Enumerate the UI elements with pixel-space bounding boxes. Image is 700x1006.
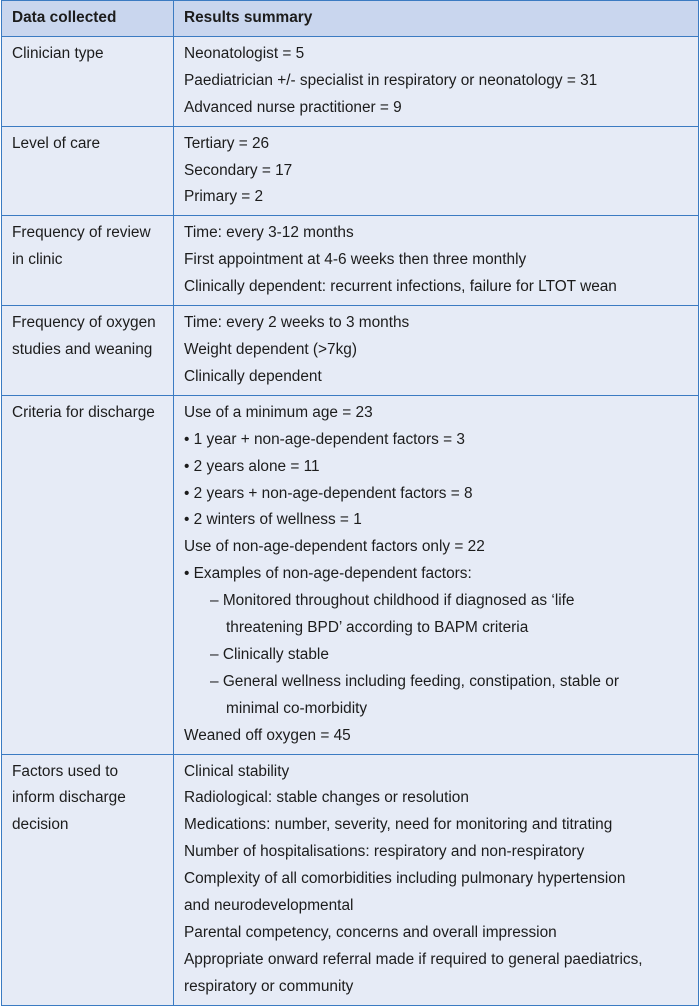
row-label-line: Clinician type (12, 44, 104, 62)
result-item: Radiological: stable changes or resolution (184, 789, 469, 807)
result-item: Clinical stability (184, 762, 290, 780)
result-item: respiratory or community (184, 977, 354, 995)
result-item: – General wellness including feeding, constipation, stable or (210, 672, 619, 690)
row-label-line: decision (12, 816, 69, 834)
data-collected-cell (2, 216, 174, 306)
result-item: Parental competency, concerns and overall impression (184, 924, 557, 941)
result-item: threatening BPD’ according to BAPM criteria (226, 619, 529, 637)
result-item: – Clinically stable (210, 645, 329, 663)
results-table (1, 0, 699, 1006)
row-label-line: in clinic (12, 251, 63, 269)
header-results-summary: Results summary (174, 1, 699, 37)
data-collected-cell (2, 395, 174, 754)
result-item: Tertiary = 26 (184, 134, 270, 152)
table-row (2, 754, 699, 1005)
result-item: Appropriate onward referral made if required to general paediatrics, (184, 950, 643, 968)
row-label-line: inform discharge (12, 789, 126, 807)
header-row (2, 1, 699, 37)
result-item: • Examples of non-age-dependent factors: (184, 565, 472, 583)
result-item: Number of hospitalisations: respiratory and non-respiratory (184, 843, 585, 861)
result-item: Use of a minimum age = 23 (184, 403, 373, 421)
result-item: Clinically dependent: recurrent infections, failure for LTOT wean (184, 278, 617, 296)
results-summary-cell (174, 395, 699, 754)
row-label-line: Frequency of oxygen (12, 314, 156, 332)
result-item: Clinically dependent (184, 367, 322, 385)
result-item: Use of non-age-dependent factors only = 22 (184, 538, 485, 556)
result-item: • 2 years alone = 11 (184, 457, 320, 475)
results-summary-cell (174, 36, 699, 126)
data-collected-cell (2, 754, 174, 1005)
result-item: Primary = 2 (184, 188, 264, 206)
result-item: Weaned off oxygen = 45 (184, 726, 351, 744)
result-item: Time: every 3-12 months (184, 224, 354, 242)
results-summary-cell (174, 306, 699, 396)
result-item: Neonatologist = 5 (184, 44, 305, 62)
result-item: Time: every 2 weeks to 3 months (184, 314, 410, 332)
table-row (2, 36, 699, 126)
result-item: – Monitored throughout childhood if diagnosed as ‘life (210, 592, 575, 610)
data-collected-cell (2, 306, 174, 396)
results-summary-cell (174, 754, 699, 1005)
result-item: • 1 year + non-age-dependent factors = 3 (184, 430, 465, 448)
result-item: minimal co-morbidity (226, 699, 368, 717)
result-item: Medications: number, severity, need for monitoring and titrating (184, 816, 613, 834)
result-item: Weight dependent (>7kg) (184, 340, 357, 358)
table-row (2, 216, 699, 306)
results-summary-cell (174, 216, 699, 306)
result-item: First appointment at 4-6 weeks then three monthly (184, 251, 527, 269)
row-label-line: Criteria for discharge (12, 403, 155, 421)
result-item: Advanced nurse practitioner = 9 (184, 98, 402, 116)
result-item: and neurodevelopmental (184, 897, 354, 915)
result-item: Secondary = 17 (184, 161, 293, 179)
result-item: Paediatrician +/- specialist in respiratory or neonatology = 31 (184, 71, 598, 89)
result-item: Complexity of all comorbidities including pulmonary hypertension (184, 870, 626, 888)
results-summary-cell (174, 126, 699, 216)
data-collected-cell (2, 36, 174, 126)
result-item: • 2 years + non-age-dependent factors = 8 (184, 484, 473, 502)
header-data-collected: Data collected (2, 1, 174, 37)
row-label-line: studies and weaning (12, 340, 153, 358)
row-label-line: Level of care (12, 134, 101, 152)
row-label-line: Factors used to (12, 762, 119, 780)
row-label-line: Frequency of review (12, 224, 151, 242)
result-item: • 2 winters of wellness = 1 (184, 511, 362, 529)
table-row (2, 306, 699, 396)
table-row (2, 395, 699, 754)
data-collected-cell (2, 126, 174, 216)
table-row (2, 126, 699, 216)
